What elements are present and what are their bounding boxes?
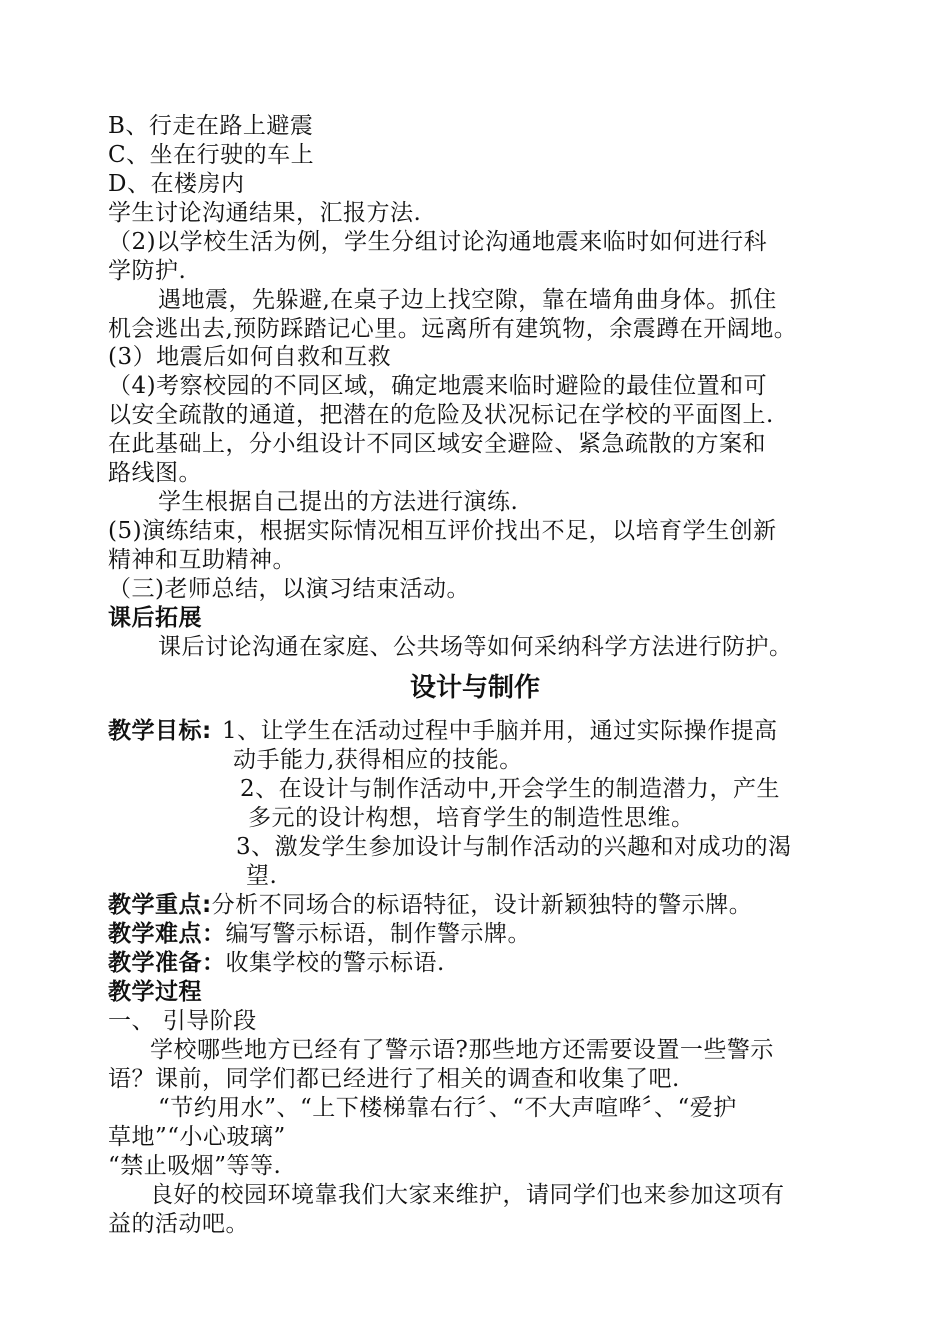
text-line: 路线图。 bbox=[108, 460, 202, 486]
text-line: “禁止吸烟”等等. bbox=[108, 1153, 282, 1179]
key-label: 教学重点: bbox=[108, 892, 212, 918]
prep-text: 收集学校的警示标语. bbox=[225, 950, 445, 976]
text-line: 学生讨论沟通结果，汇报方法. bbox=[108, 200, 422, 226]
text-line: 精神和互助精神。 bbox=[108, 547, 296, 573]
goal-line: 1、让学生在活动过程中手脑并用，通过实际操作提高 bbox=[222, 718, 778, 744]
text-line: 语？课前，同学们都已经进行了相关的调查和收集了吧. bbox=[108, 1066, 680, 1092]
after-class-text: 课后讨论沟通在家庭、公共场等如何采纳科学方法进行防护。 bbox=[158, 634, 793, 660]
goal-line: 3、激发学生参加设计与制作活动的兴趣和对成功的渴 bbox=[236, 834, 792, 860]
text-line: 益的活动吧。 bbox=[108, 1211, 249, 1237]
text-line: (3）地震后如何自救和互救 bbox=[108, 344, 392, 370]
text-line: 草地”“小心玻璃” bbox=[108, 1124, 286, 1150]
key-line bbox=[108, 891, 850, 919]
text-line: B、行走在路上避震 bbox=[108, 113, 314, 139]
text-line: （2)以学校生活为例，学生分组讨论沟通地震来临时如何进行科 bbox=[108, 229, 768, 255]
difficult-label: 教学难点： bbox=[108, 921, 226, 947]
stage-heading: 一、 引导阶段 bbox=[108, 1008, 257, 1034]
text-line: 机会逃出去,预防踩踏记心里。远离所有建筑物，余震蹲在开阔地。 bbox=[108, 316, 798, 342]
text-line: D、在楼房内 bbox=[108, 171, 245, 197]
goals-label: 教学目标: bbox=[108, 718, 212, 744]
goal-line: 望. bbox=[246, 863, 278, 889]
text-line: 学防护. bbox=[108, 258, 187, 284]
text-line: 以安全疏散的通道，把潜在的危险及状况标记在学校的平面图上. bbox=[108, 402, 774, 428]
prep-line bbox=[108, 949, 850, 977]
text-line: 遇地震，先躲避,在桌子边上找空隙，靠在墙角曲身体。抓住 bbox=[158, 287, 777, 313]
text-line: “节约用水”、“上下楼梯靠右行〞、“不大声喧哗〞、“爱护 bbox=[158, 1095, 737, 1121]
difficult-text: 编写警示标语，制作警示牌。 bbox=[225, 921, 531, 947]
text-line: 学生根据自己提出的方法进行演练. bbox=[158, 489, 519, 515]
after-class-heading: 课后拓展 bbox=[108, 605, 202, 631]
text-line: (5)演练结束，根据实际情况相互评价找出不足，以培育学生创新 bbox=[108, 518, 777, 544]
text-line: 在此基础上，分小组设计不同区域安全避险、紧急疏散的方案和 bbox=[108, 431, 766, 457]
section-title: 设计与制作 bbox=[409, 673, 540, 703]
text-line: （4)考察校园的不同区域，确定地震来临时避险的最佳位置和可 bbox=[108, 373, 768, 399]
goal-line: 2、在设计与制作活动中,开会学生的制造潜力，产生 bbox=[240, 776, 780, 802]
process-heading: 教学过程 bbox=[108, 979, 202, 1005]
text-line: 学校哪些地方已经有了警示语?那些地方还需要设置一些警示 bbox=[150, 1037, 774, 1063]
text-line: （三)老师总结，以演习结束活动。 bbox=[108, 576, 470, 602]
goal-line: 动手能力,获得相应的技能。 bbox=[233, 747, 523, 773]
goal-line: 多元的设计构想，培育学生的制造性思维。 bbox=[248, 805, 695, 831]
difficult-line bbox=[108, 920, 850, 948]
prep-label: 教学准备： bbox=[108, 950, 226, 976]
key-text: 分析不同场合的标语特征，设计新颖独特的警示牌。 bbox=[211, 892, 753, 918]
text-line: C、坐在行驶的车上 bbox=[108, 142, 315, 168]
text-line: 良好的校园环境靠我们大家来维护，请同学们也来参加这项有 bbox=[150, 1182, 785, 1208]
